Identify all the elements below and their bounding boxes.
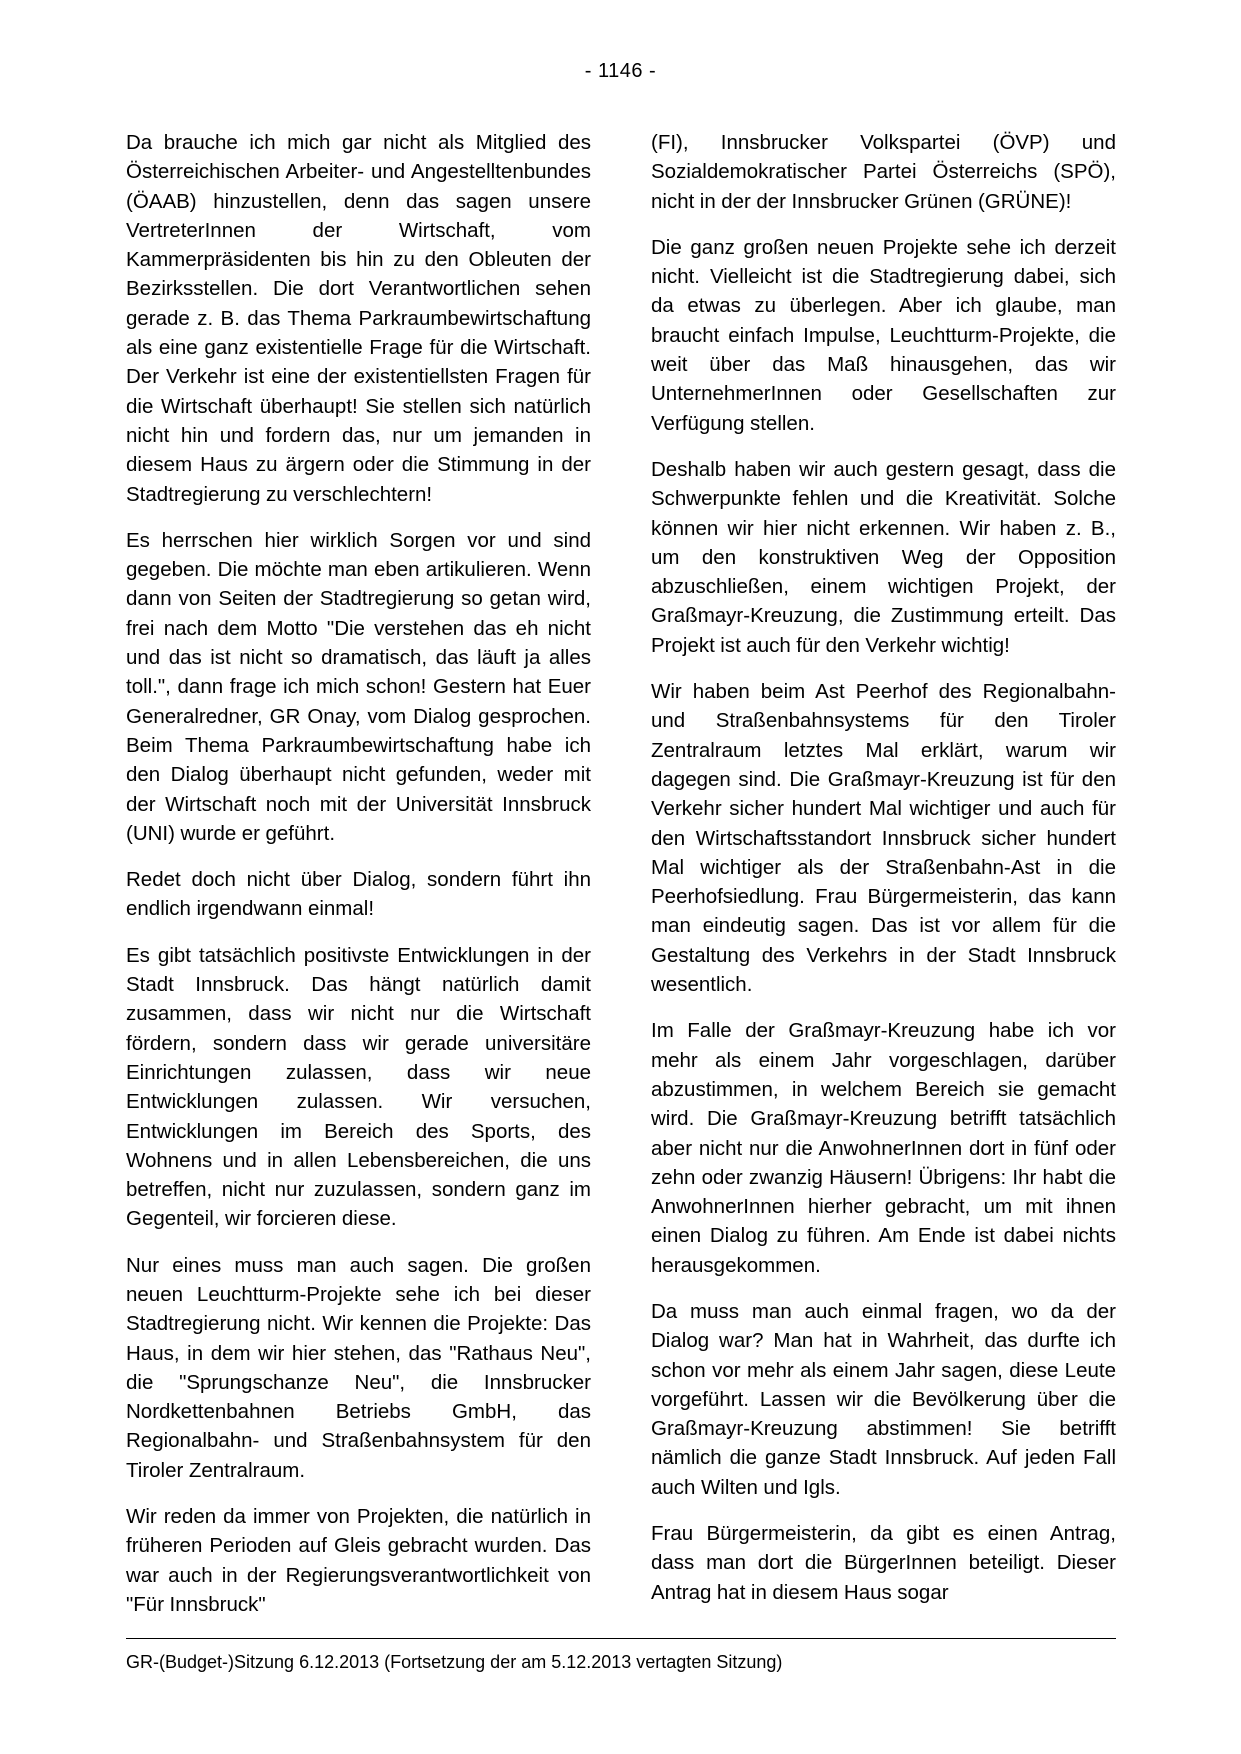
page-number: - 1146 - bbox=[584, 60, 657, 82]
paragraph: Da muss man auch einmal fragen, wo da der Dialog war? Man hat in Wahrheit, das durfte ich schon vor mehr als einem Jahr sagen, diese Leute vorgeführt. Lassen wir die Bevölkerung über die Graßmayr-Kreuzung abstimmen! Sie betrifft nämlich die ganze Stadt Innsbruck. Auf jeden Fall auch Wilten und Igls. bbox=[651, 1299, 1116, 1499]
right-column bbox=[651, 128, 1116, 1619]
footer-divider bbox=[126, 1638, 1116, 1639]
paragraph: Frau Bürgermeisterin, da gibt es einen Antrag, dass man dort die BürgerInnen beteiligt. Dieser Antrag hat in diesem Haus sogar bbox=[651, 1522, 1116, 1604]
paragraph: Im Falle der Graßmayr-Kreuzung habe ich vor mehr als einem Jahr vorgeschlagen, darüber abzustimmen, in welchem Bereich sie gemacht wird. Die Graßmayr-Kreuzung betrifft tatsächlich aber nicht nur die AnwohnerInnen dort in fünf oder zehn oder zwanzig Häusern! Übrigens: Ihr habt die AnwohnerInnen hierher gebracht, um mit ihnen einen Dialog zu führen. Am Ende ist dabei nichts herausgekommen. bbox=[651, 1019, 1116, 1277]
paragraph: Wir reden da immer von Projekten, die natürlich in früheren Perioden auf Gleis gebracht wurden. Das war auch in der Regierungsverantwortlichkeit von "Für Innsbruck" bbox=[126, 1505, 591, 1616]
paragraph: Da brauche ich mich gar nicht als Mitglied des Österreichischen Arbeiter- und Angestelltenbundes (ÖAAB) hinzustellen, denn das sagen unsere VertreterInnen der Wirtschaft, vom Kammerpräsidenten bis hin zu den Obleuten der Bezirksstellen. Die dort Verantwortlichen sehen gerade z. B. das Thema Parkraumbewirtschaftung als eine ganz existentielle Frage für die Wirtschaft. Der Verkehr ist eine der existentiellsten Fragen für die Wirtschaft überhaupt! Sie stellen sich natürlich nicht hin und fordern das, nur um jemanden in diesem Haus zu ärgern oder die Stimmung in der Stadtregierung zu verschlechtern! bbox=[126, 131, 591, 506]
paragraph: Nur eines muss man auch sagen. Die großen neuen Leuchtturm-Projekte sehe ich bei dieser Stadtregierung nicht. Wir kennen die Projekte: Das Haus, in dem wir hier stehen, das "Rathaus Neu", die "Sprungschanze Neu", die Innsbrucker Nordkettenbahnen Betriebs GmbH, das Regionalbahn- und Straßenbahnsystem für den Tiroler Zentralraum. bbox=[126, 1253, 591, 1482]
paragraph: Die ganz großen neuen Projekte sehe ich derzeit nicht. Vielleicht ist die Stadtregierung dabei, sich da etwas zu überlegen. Aber ich glaube, man braucht einfach Impulse, Leuchtturm-Projekte, die weit über das Maß hinausgehen, das wir UnternehmerInnen oder Gesellschaften zur Verfügung stellen. bbox=[651, 235, 1116, 435]
paragraph: Wir haben beim Ast Peerhof des Regionalbahn- und Straßenbahnsystems für den Tiroler Zentralraum letztes Mal erklärt, warum wir dagegen sind. Die Graßmayr-Kreuzung ist für den Verkehr sicher hundert Mal wichtiger und auch für den Wirtschaftsstandort Innsbruck sicher hundert Mal wichtiger als der Straßenbahn-Ast in die Peerhofsiedlung. Frau Bürgermeisterin, das kann man eindeutig sagen. Das ist vor allem für die Gestaltung des Verkehrs in der Stadt Innsbruck wesentlich. bbox=[651, 680, 1116, 997]
paragraph: Es herrschen hier wirklich Sorgen vor und sind gegeben. Die möchte man eben artikulieren. Wenn dann von Seiten der Stadtregierung so getan wird, frei nach dem Motto "Die verstehen das eh nicht und das ist nicht so dramatisch, das läuft ja alles toll.", dann frage ich mich schon! Gestern hat Euer Generalredner, GR Onay, vom Dialog gesprochen. Beim Thema Parkraumbewirtschaftung habe ich den Dialog überhaupt nicht gefunden, weder mit der Wirtschaft noch mit der Universität Innsbruck (UNI) wurde er geführt. bbox=[126, 528, 591, 845]
paragraph: Deshalb haben wir auch gestern gesagt, dass die Schwerpunkte fehlen und die Kreativität. Solche können wir hier nicht erkennen. Wir haben z. B., um den konstruktiven Weg der Opposition abzuschließen, einem wichtigen Projekt, der Graßmayr-Kreuzung, die Zustimmung erteilt. Das Projekt ist auch für den Verkehr wichtig! bbox=[651, 457, 1116, 657]
paragraph: (FI), Innsbrucker Volkspartei (ÖVP) und Sozialdemokratischer Partei Österreichs (SPÖ), nicht in der der Innsbrucker Grünen (GRÜNE)! bbox=[651, 131, 1116, 213]
two-column-body bbox=[126, 128, 1116, 1619]
paragraph: Redet doch nicht über Dialog, sondern führt ihn endlich irgendwann einmal! bbox=[126, 868, 591, 921]
paragraph: Es gibt tatsächlich positivste Entwicklungen in der Stadt Innsbruck. Das hängt natürlich damit zusammen, dass wir nicht nur die Wirtschaft fördern, sondern dass wir gerade universitäre Einrichtungen zulassen, dass wir neue Entwicklungen zulassen. Wir versuchen, Entwicklungen im Bereich des Sports, des Wohnens und in allen Lebensbereichen, die uns betreffen, nicht nur zuzulassen, sondern ganz im Gegenteil, wir forcieren diese. bbox=[126, 943, 591, 1231]
footer-caption: GR-(Budget-)Sitzung 6.12.2013 (Fortsetzung der am 5.12.2013 vertagten Sitzung) bbox=[126, 1652, 783, 1672]
left-column bbox=[126, 128, 591, 1619]
